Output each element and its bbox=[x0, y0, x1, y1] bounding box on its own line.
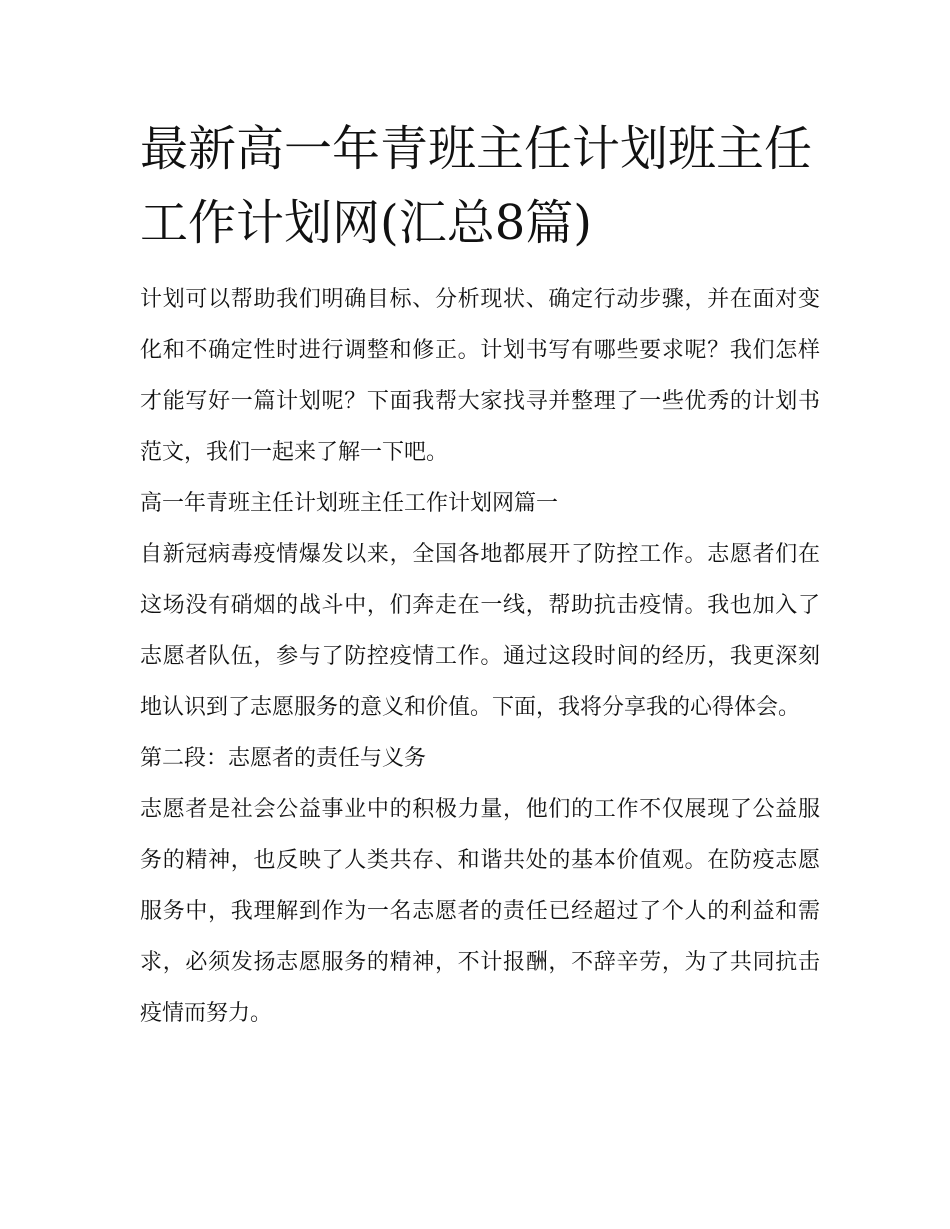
section-1-paragraph: 自新冠病毒疫情爆发以来，全国各地都展开了防控工作。志愿者们在这场没有硝烟的战斗中，们奔走在一线，帮助抗击疫情。我也加入了志愿者队伍，参与了防控疫情工作。通过这段时间的经历，我更深刻地认识到了志愿服务的意义和价值。下面，我将分享我的心得体会。 bbox=[140, 542, 820, 720]
section-2-heading: 第二段：志愿者的责任与义务 bbox=[140, 746, 427, 771]
document-title: 最新高一年青班主任计划班主任工作计划网(汇总8篇) bbox=[140, 121, 813, 251]
section-2-paragraph: 志愿者是社会公益事业中的积极力量，他们的工作不仅展现了公益服务的精神，也反映了人类共存、和谐共处的基本价值观。在防疫志愿服务中，我理解到作为一名志愿者的责任已经超过了个人的利益和需求，必须发扬志愿服务的精神，不计报酬，不辞辛劳，为了共同抗击疫情而努力。 bbox=[140, 797, 820, 1026]
document-page bbox=[140, 112, 820, 1039]
intro-paragraph: 计划可以帮助我们明确目标、分析现状、确定行动步骤，并在面对变化和不确定性时进行调整和修正。计划书写有哪些要求呢？我们怎样才能写好一篇计划呢？下面我帮大家找寻并整理了一些优秀的计划书范文，我们一起来了解一下吧。 bbox=[140, 287, 820, 465]
section-1-heading: 高一年青班主任计划班主任工作计划网篇一 bbox=[140, 491, 559, 516]
